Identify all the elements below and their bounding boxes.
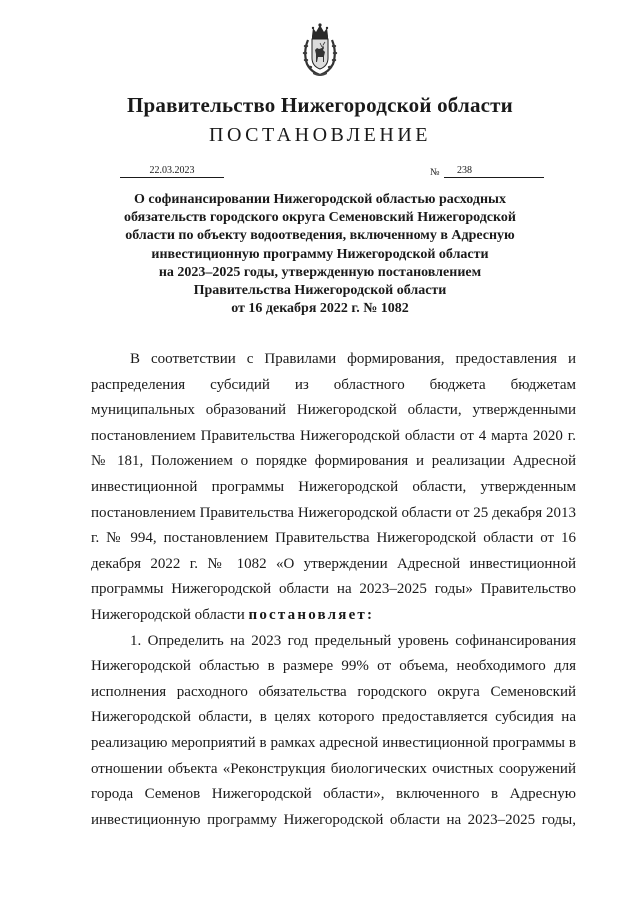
document-date: 22.03.2023 (120, 164, 224, 178)
clause-1-paragraph: 1. Определить на 2023 год предельный уровень софинансирования Нижегородской областью в размере 99% от объема, необходимого для исполнения расходного обязательства городского округа Семеновский Нижегородской области, в целях которого предоставляется субсидия на реализацию мероприятий в рамках адресной инвестиционной программы в отношении объекта «Реконструкция биологических очистных сооружений города Семенов Нижегородской области», включенного в Адресную инвестиционную программу Нижегородской области на 2023–2025 годы, (91, 632, 576, 828)
document-subject (0, 191, 640, 318)
subject-line: Правительства Нижегородской области (193, 283, 447, 299)
subject-line: на 2023–2025 годы, утвержденную постановлением (158, 264, 482, 280)
subject-line: обязательств городского округа Семеновский Нижегородской (124, 210, 516, 226)
decree-word: постановляет: (248, 606, 375, 623)
document-number-label: № (430, 167, 440, 178)
subject-line: О софинансировании Нижегородской областью расходных (134, 192, 506, 207)
subject-line: от 16 декабря 2022 г. № 1082 (231, 301, 409, 317)
document-type: ПОСТАНОВЛЕНИЕ (209, 124, 431, 146)
preamble-paragraph (91, 347, 576, 629)
subject-line: инвестиционную программу Нижегородской области (151, 246, 489, 262)
subject-line: области по объекту водоотведения, включенному в Адресную (125, 228, 515, 244)
document-body (91, 347, 576, 833)
document-number: 238 (444, 164, 544, 178)
government-title: Правительство Нижегородской области (127, 93, 513, 117)
coat-of-arms-icon (301, 22, 339, 78)
preamble-text: В соответствии с Правилами формирования, предоставления и распределения субсидий из областного бюджета бюджетам муниципальных образований Нижегородской области, утвержденными постановлением Правительства Нижегородской области от 4 марта 2020 г. № 181, Положением о порядке формирования и реализации Адресной инвестиционной программы Нижегородской области, утвержденным постановлением Правительства Нижегородской области от 25 декабря 2013 г. № 994, постановлением Правительства Нижегородской области от 16 декабря 2022 г. № 1082 «О утверждении Адресной инвестиционной программы Нижегородской области на 2023–2025 годы» Правительство Нижегородской области (91, 351, 576, 623)
